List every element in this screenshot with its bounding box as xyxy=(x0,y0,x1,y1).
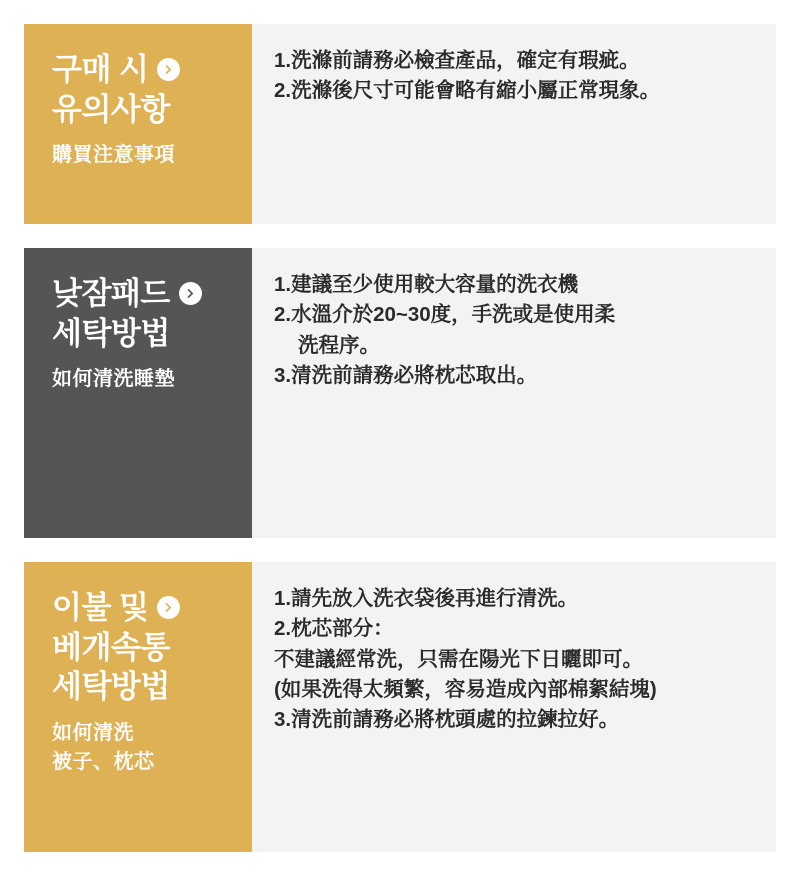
korean-title-text: 유의사항 xyxy=(52,91,170,127)
chinese-subtitle xyxy=(52,365,252,394)
content-line: (如果洗得太頻繁，容易造成內部棉絮結塊) xyxy=(274,677,657,701)
chinese-subtitle-text: 被子、枕芯 xyxy=(52,751,155,774)
content-line: 2.洗滌後尺寸可能會略有縮小屬正常現象。 xyxy=(274,79,661,103)
section-label-nap-pad-washing xyxy=(24,248,252,538)
korean-title-line xyxy=(52,314,252,354)
section-nap-pad-washing xyxy=(24,248,776,538)
section-label-purchase-notes xyxy=(24,24,252,224)
section-purchase-notes xyxy=(24,24,776,224)
section-quilt-pillow-washing xyxy=(24,562,776,852)
section-content-purchase-notes xyxy=(252,24,776,224)
content-line: 2.枕芯部分： xyxy=(274,617,394,641)
chinese-subtitle-text: 如何清洗 xyxy=(52,722,134,745)
content-line: 1.洗滌前請務必檢查產品，確定有瑕疵。 xyxy=(274,49,640,72)
content-line: 3.清洗前請務必將枕頭處的拉鍊拉好。 xyxy=(274,708,620,732)
content-line: 3.清洗前請務必將枕芯取出。 xyxy=(274,363,538,387)
chevron-right-icon xyxy=(157,596,180,619)
content-line: 1.建議至少使用較大容量的洗衣機 xyxy=(274,273,579,296)
korean-title-text: 세탁방법 xyxy=(52,315,170,351)
content-line: 洗程序。 xyxy=(298,333,380,357)
korean-title-text: 이불 및 xyxy=(52,590,149,625)
korean-title-text: 세탁방법 xyxy=(52,669,170,705)
korean-title-line xyxy=(52,90,252,130)
chinese-subtitle xyxy=(52,719,252,777)
chinese-subtitle-text: 購買注意事項 xyxy=(52,144,175,167)
korean-title-text: 베개속통 xyxy=(52,629,170,665)
korean-title-line xyxy=(52,667,252,707)
korean-title-text: 낮잠패드 xyxy=(52,276,170,311)
chinese-subtitle xyxy=(52,141,252,170)
korean-title-text: 구매 시 xyxy=(52,52,149,87)
content-line: 2.水溫介於20~30度，手洗或是使用柔 xyxy=(274,303,616,327)
korean-title-line xyxy=(52,628,252,668)
section-content-nap-pad-washing xyxy=(252,248,776,538)
chevron-right-icon xyxy=(157,58,180,81)
content-line: 1.請先放入洗衣袋後再進行清洗。 xyxy=(274,587,579,610)
section-content-quilt-pillow-washing xyxy=(252,562,776,852)
korean-title-line xyxy=(52,50,252,90)
chinese-subtitle-text: 如何清洗睡墊 xyxy=(52,368,175,391)
korean-title-line xyxy=(52,588,252,628)
chevron-right-icon xyxy=(179,282,202,305)
content-line: 不建議經常洗，只需在陽光下日曬即可。 xyxy=(274,647,643,671)
section-label-quilt-pillow-washing xyxy=(24,562,252,852)
korean-title-line xyxy=(52,274,252,314)
